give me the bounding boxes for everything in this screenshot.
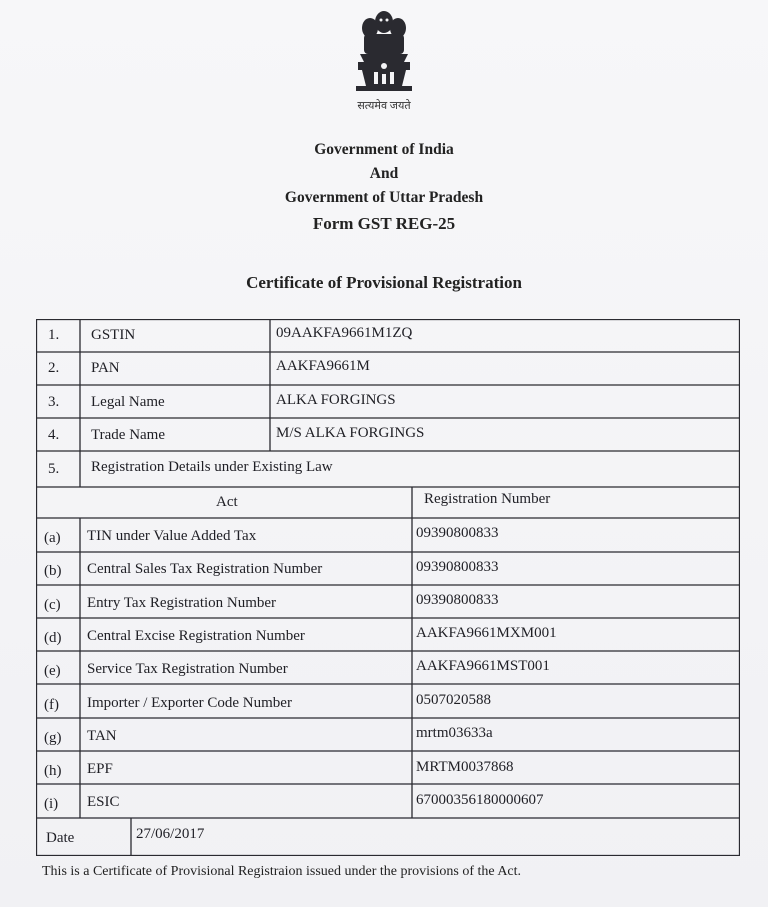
header-government-of-up: Government of Uttar Pradesh bbox=[284, 189, 484, 206]
registration-act: Central Excise Registration Number bbox=[87, 628, 305, 644]
registration-key: (c) bbox=[44, 597, 61, 613]
pan-label: PAN bbox=[91, 360, 120, 376]
registration-number: AAKFA9661MXM001 bbox=[416, 625, 557, 641]
registration-number: 09390800833 bbox=[416, 525, 499, 541]
date-label: Date bbox=[46, 830, 75, 846]
certificate-footer-note: This is a Certificate of Provisional Registraion issued under the provisions of the Act. bbox=[42, 864, 522, 879]
header-and: And bbox=[369, 165, 399, 182]
trade-name-label: Trade Name bbox=[91, 427, 166, 443]
row-number: 4. bbox=[48, 427, 60, 443]
pan-value: AAKFA9661M bbox=[276, 358, 370, 374]
registration-act: ESIC bbox=[87, 794, 120, 810]
gstin-value: 09AAKFA9661M1ZQ bbox=[276, 325, 413, 341]
registration-act: Entry Tax Registration Number bbox=[87, 595, 277, 611]
legal-name-value: ALKA FORGINGS bbox=[276, 392, 396, 408]
registration-act: TAN bbox=[87, 728, 117, 744]
date-value: 27/06/2017 bbox=[136, 826, 205, 842]
row-number: 1. bbox=[48, 327, 60, 343]
registration-act: TIN under Value Added Tax bbox=[87, 528, 257, 544]
registration-key: (h) bbox=[44, 763, 62, 779]
gstin-label: GSTIN bbox=[91, 327, 136, 343]
registration-number: AAKFA9661MST001 bbox=[416, 658, 550, 674]
registration-number-column-header: Registration Number bbox=[424, 491, 551, 507]
trade-name-value: M/S ALKA FORGINGS bbox=[276, 425, 425, 441]
row-number: 2. bbox=[48, 360, 60, 376]
registration-number: 09390800833 bbox=[416, 559, 499, 575]
registration-number: 0507020588 bbox=[416, 692, 491, 708]
registration-act: Importer / Exporter Code Number bbox=[87, 695, 292, 711]
registration-number: mrtm03633a bbox=[416, 725, 493, 741]
registration-key: (e) bbox=[44, 663, 61, 679]
registration-table bbox=[36, 319, 740, 856]
registration-key: (b) bbox=[44, 563, 62, 579]
registration-key: (d) bbox=[44, 630, 62, 646]
header-government-of-india: Government of India bbox=[314, 141, 454, 158]
form-name: Form GST REG-25 bbox=[312, 214, 456, 233]
emblem-motto: सत्यमेव जयते bbox=[357, 100, 411, 112]
registration-act: Central Sales Tax Registration Number bbox=[87, 561, 323, 577]
existing-law-label: Registration Details under Existing Law bbox=[91, 459, 333, 475]
registration-key: (g) bbox=[44, 730, 62, 746]
row-number: 3. bbox=[48, 394, 60, 410]
registration-key: (i) bbox=[44, 796, 59, 812]
act-column-header: Act bbox=[216, 494, 238, 510]
registration-key: (a) bbox=[44, 530, 61, 546]
registration-key: (f) bbox=[44, 697, 59, 713]
registration-number: MRTM0037868 bbox=[416, 759, 514, 775]
certificate-title: Certificate of Provisional Registration bbox=[246, 273, 522, 292]
registration-number: 67000356180000607 bbox=[416, 792, 544, 808]
row-number: 5. bbox=[48, 461, 60, 477]
registration-act: Service Tax Registration Number bbox=[87, 661, 288, 677]
legal-name-label: Legal Name bbox=[91, 394, 165, 410]
registration-number: 09390800833 bbox=[416, 592, 499, 608]
registration-act: EPF bbox=[87, 761, 113, 777]
ashoka-emblem-icon bbox=[344, 8, 424, 100]
